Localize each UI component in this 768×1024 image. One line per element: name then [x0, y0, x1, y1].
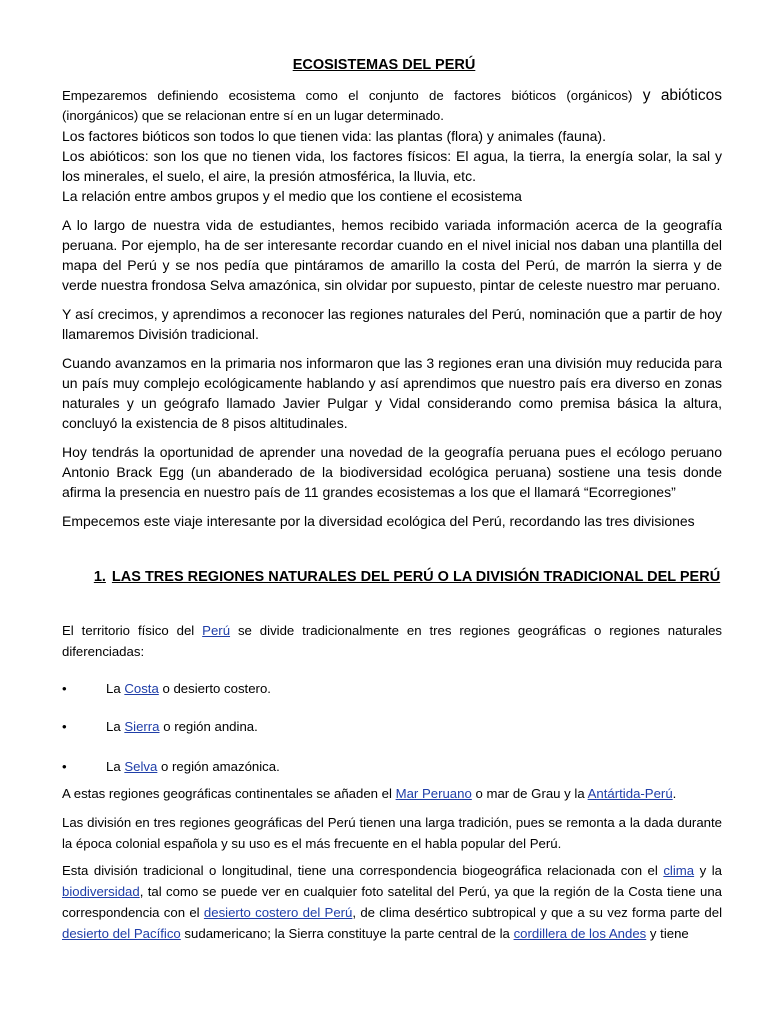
intro-paragraph-bioticos: Los factores bióticos son todos lo que tienen vida: las plantas (flora) y animales (fauna).	[62, 128, 606, 144]
link-peru[interactable]: Perú	[202, 623, 231, 638]
section-number: 1.	[93, 569, 106, 585]
link-antartida-peru[interactable]: Antártida-Perú	[587, 786, 673, 801]
link-selva[interactable]: Selva	[124, 759, 158, 774]
bullet-icon: •	[62, 681, 67, 696]
document-page: ECOSISTEMAS DEL PERÚ Empezaremos definiendo ecosistema como el conjunto de factores bióticos (orgánicos) y abióticos (inorgánicos) que se relacionan entre sí en un lugar determinado. Los factores bióticos son todos lo que tienen vida: las plantas (flora) y animales (fauna). Los abióticos: son los que no tienen vida, los factores físicos: El agua, la tierra, la energía solar, la sal y los minerales, el suelo, el aire, la presión atmosférica, la lluvia, etc. La relación entre ambos grupos y el medio que los contiene el ecosistema A lo largo de nuestra vida de estudiantes, hemos recibido variada información acerca de la geografía peruana. Por ejemplo, ha de ser interesante recordar cuando en el nivel inicial nos daban una plantilla del mapa del Perú y se nos pedía que pintáramos de amarillo la costa del Perú, de marrón la sierra y de verde nuestra frondosa Selva amazónica, sin olvidar por supuesto, pintar de celeste nuestro mar peruano. Y así crecimos, y aprendimos a reconocer las regiones naturales del Perú, nominación que a partir de hoy llamaremos División tradicional. Cuando avanzamos en la primaria nos informaron que las 3 regiones eran una división muy reducida para un país muy complejo ecológicamente hablando y así aprendimos que nuestro país era diverso en zonas naturales y un geógrafo llamado Javier Pulgar y Vidal considerando como premisa básica la altura, concluyó la existencia de 8 pisos altitudinales. Hoy tendrás la oportunidad de aprender una novedad de la geografía peruana pues el ecólogo peruano Antonio Brack Egg (un abanderado de la biodiversidad ecológica peruana) sostiene una tesis donde afirma la presencia en nuestro país de 11 grandes ecosistemas a los que el llamará “Ecorregiones” Empecemos este viaje interesante por la diversidad ecológica del Perú, recordando las tres divisiones 1. LAS TRES REGIONES NATURALES DEL PERÚ O LA DIVISIÓN TRADICIONAL DEL PERÚ El territorio físico del Perú se divide tradicionalmente en tres regiones geográficas o regiones naturales diferenciadas: • La Costa o desierto costero. • La Sierra o región andina. • La Selva o región amazónica. A estas regiones geográficas continentales se añaden el Mar Peruano o mar de Grau y la Antártida-Perú. Las división en tres regiones geográficas del Perú tienen una larga tradición, pues se remonta a la dada durante la época colonial española y su uso es el más frecuente en el habla popular del Perú. Esta división tradicional o longitudinal, tiene una correspondencia biogeográfica relacionada con el clima y la biodiversidad, tal como se puede ver en cualquier foto satelital del Perú, ya que la región de la Costa tiene una correspondencia con el desierto costero del Perú, de clima desértico subtropical y que a su vez forma parte del desierto del Pacífico sudamericano; la Sierra constituye la parte central de la cordillera de los Andes y tiene	[0, 0, 768, 1024]
paragraph-territorio: El territorio físico del Perú se divide tradicionalmente en tres regiones geográficas o regiones naturales diferenciadas:	[62, 623, 723, 659]
link-costa[interactable]: Costa	[124, 681, 159, 696]
paragraph-mar-peruano: A estas regiones geográficas continentales se añaden el Mar Peruano o mar de Grau y la Antártida-Perú.	[62, 786, 677, 801]
intro-paragraph-definition: Empezaremos definiendo ecosistema como el conjunto de factores bióticos (orgánicos) y abióticos (inorgánicos) que se relacionan entre sí en un lugar determinado.	[62, 87, 722, 123]
document-title: ECOSISTEMAS DEL PERÚ	[292, 57, 476, 73]
intro-paragraph-relacion: La relación entre ambos grupos y el medio que los contiene el ecosistema	[62, 188, 522, 204]
intro-paragraph-abioticos: Los abióticos: son los que no tienen vida, los factores físicos: El agua, la tierra, la energía solar, la sal y los minerales, el suelo, el aire, la presión atmosférica, la lluvia, etc.	[62, 148, 722, 184]
bullet-icon: •	[62, 719, 67, 734]
link-biodiversidad[interactable]: biodiversidad	[62, 884, 140, 899]
bullet-icon: •	[62, 759, 67, 774]
paragraph-geografia: A lo largo de nuestra vida de estudiantes, hemos recibido variada información acerca de la geografía peruana. Por ejemplo, ha de ser interesante recordar cuando en el nivel inicial nos daban una plantilla del mapa del Perú y se nos pedía que pintáramos de amarillo la costa del Perú, de marrón la sierra y de verde nuestra frondosa Selva amazónica, sin olvidar por supuesto, pintar de celeste nuestro mar peruano.	[62, 217, 722, 293]
paragraph-ecorregiones: Hoy tendrás la oportunidad de aprender una novedad de la geografía peruana pues el ecólogo peruano Antonio Brack Egg (un abanderado de la biodiversidad ecológica peruana) sostiene una tesis donde afirma la presencia en nuestro país de 11 grandes ecosistemas a los que el llamará “Ecorregiones”	[62, 444, 722, 500]
paragraph-empecemos: Empecemos este viaje interesante por la diversidad ecológica del Perú, recordando las tres divisiones	[62, 513, 695, 529]
link-cordillera-andes[interactable]: cordillera de los Andes	[513, 926, 647, 941]
section-heading-text: LAS TRES REGIONES NATURALES DEL PERÚ O LA DIVISIÓN TRADICIONAL DEL PERÚ	[111, 569, 721, 585]
intro-block	[62, 86, 722, 206]
link-mar-peruano[interactable]: Mar Peruano	[395, 786, 472, 801]
section-heading-regiones	[92, 567, 722, 588]
link-desierto-pacifico[interactable]: desierto del Pacífico	[62, 926, 181, 941]
link-clima[interactable]: clima	[663, 863, 695, 878]
link-sierra[interactable]: Sierra	[124, 719, 160, 734]
paragraph-division-longitudinal: Esta división tradicional o longitudinal, tiene una correspondencia biogeográfica relacionada con el clima y la biodiversidad, tal como se puede ver en cualquier foto satelital del Perú, ya que la región de la Costa tiene una correspondencia con el desierto costero del Perú, de clima desértico subtropical y que a su vez forma parte del desierto del Pacífico sudamericano; la Sierra constituye la parte central de la cordillera de los Andes y tiene	[62, 863, 722, 941]
paragraph-primaria: Cuando avanzamos en la primaria nos informaron que las 3 regiones eran una división muy reducida para un país muy complejo ecológicamente hablando y así aprendimos que nuestro país era diverso en zonas naturales y un geógrafo llamado Javier Pulgar y Vidal considerando como premisa básica la altura, concluyó la existencia de 8 pisos altitudinales.	[62, 355, 722, 431]
paragraph-crecimos: Y así crecimos, y aprendimos a reconocer las regiones naturales del Perú, nominación que a partir de hoy llamaremos División tradicional.	[62, 306, 722, 342]
paragraph-tradicion: Las división en tres regiones geográficas del Perú tienen una larga tradición, pues se remonta a la dada durante la época colonial española y su uso es el más frecuente en el habla popular del Perú.	[62, 815, 722, 851]
link-desierto-costero[interactable]: desierto costero del Perú	[203, 905, 353, 920]
